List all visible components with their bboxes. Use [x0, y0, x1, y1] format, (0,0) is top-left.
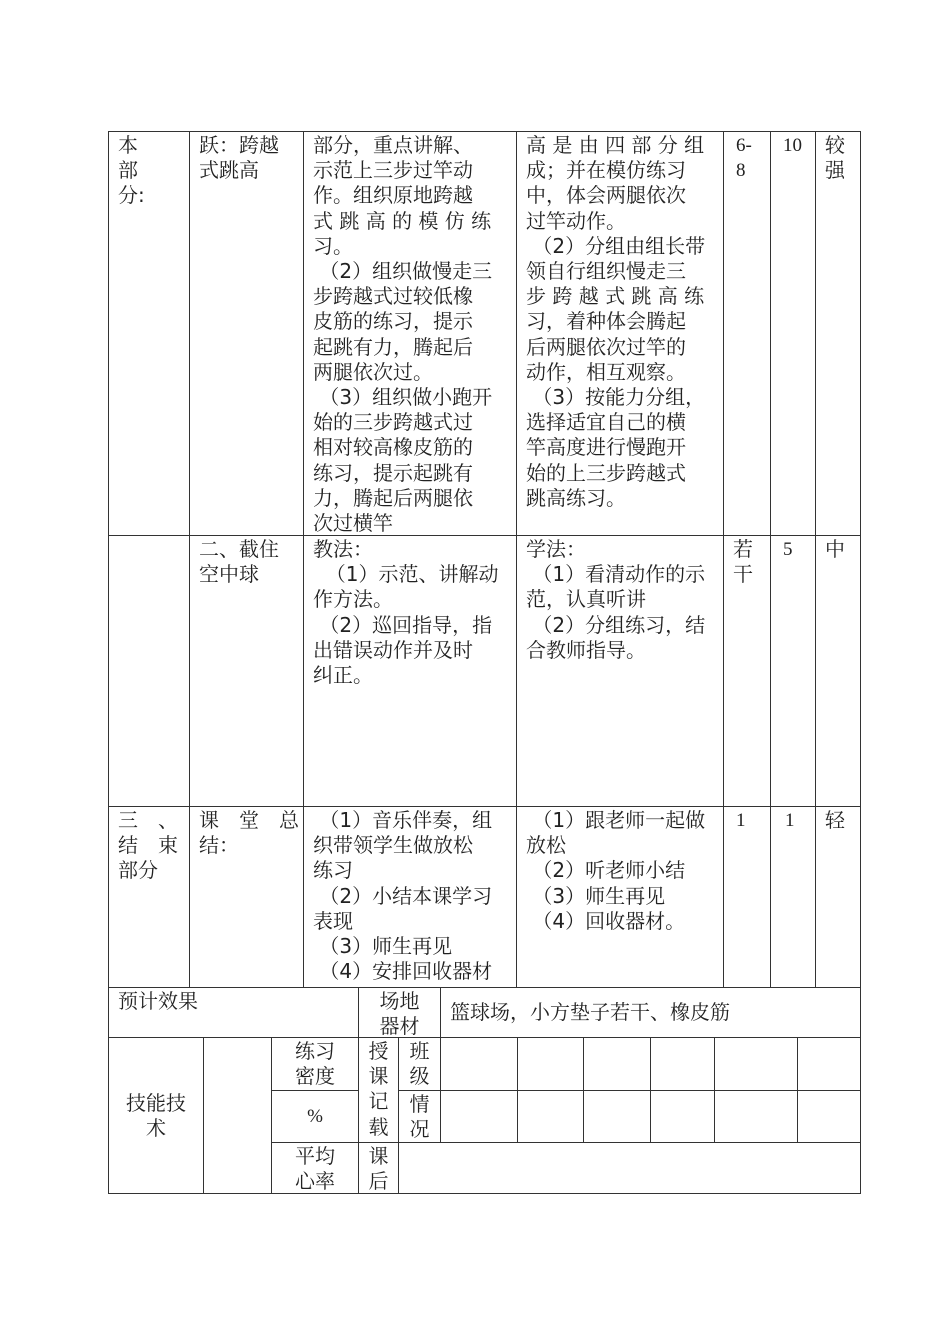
text-line: 次过横竿 — [313, 511, 393, 536]
text-line: 示范上三步过竿动 — [313, 158, 473, 183]
text-line: 课 — [368, 1144, 389, 1168]
record-cell — [583, 1037, 651, 1091]
venue-value-cell — [440, 987, 861, 1038]
after-class-value-cell — [398, 1142, 861, 1194]
text-line: 作。组织原地跨越 — [313, 183, 473, 208]
expected-effect-label: 预计效果 — [118, 989, 198, 1013]
row2-times-cell — [723, 535, 771, 807]
text-line: 教法： — [313, 537, 373, 561]
text-line: 纠正。 — [313, 663, 373, 688]
text-line: 练习 — [295, 1039, 335, 1063]
row3-minutes-cell — [770, 806, 816, 988]
text-line: 高 是 由 四 部 分 组 — [526, 133, 705, 157]
text-line: 级 — [409, 1064, 430, 1089]
text-line: 习，着种体会腾起 — [526, 309, 686, 334]
row1-part-cell — [108, 131, 190, 536]
text-line: （3）师生再见 — [526, 883, 666, 908]
text-line: （1）示范、讲解动 — [313, 562, 499, 587]
row2-intensity-cell — [815, 535, 861, 807]
text-line: 平均 — [295, 1144, 335, 1168]
row3-intensity-cell — [815, 806, 861, 988]
expected-effect-cell — [108, 987, 359, 1038]
row1-teacher-cell — [303, 131, 517, 536]
text-line: 领自行组织慢走三 — [526, 259, 686, 284]
text-line: 选择适宜自己的横 — [526, 410, 686, 435]
skill-blank-cell — [203, 1037, 272, 1194]
row3-intensity: 轻 — [825, 808, 845, 832]
text-line: 密度 — [295, 1064, 335, 1089]
record-cell — [517, 1037, 584, 1091]
text-line: （4）回收器材。 — [526, 908, 686, 933]
row2-teacher-cell — [303, 535, 517, 807]
text-line: 场地 — [379, 989, 420, 1013]
record-label-cell — [358, 1037, 399, 1143]
record-cell — [714, 1090, 798, 1143]
text-line: 班 — [409, 1039, 430, 1063]
row2-part-cell — [108, 535, 190, 807]
text-line: 动作，相互观察。 — [526, 359, 686, 384]
text-line: 步 跨 越 式 跳 高 练 — [526, 284, 705, 309]
row2-content-cell — [189, 535, 304, 807]
row3-content-cell — [189, 806, 304, 988]
record-cell — [650, 1090, 715, 1143]
text-line: 强 — [825, 158, 845, 183]
record-cell — [797, 1037, 861, 1091]
text-line: （4）安排回收器材 — [313, 959, 493, 984]
text-line: 习。 — [313, 233, 353, 258]
text-line: 步跨越式过较低橡 — [313, 284, 473, 309]
row3-teacher-cell — [303, 806, 517, 988]
text-line: 合教师指导。 — [526, 637, 646, 662]
text-line: 记 — [368, 1089, 389, 1114]
text-line: 三 、 — [118, 808, 178, 832]
text-line: （3）按能力分组， — [526, 385, 706, 410]
record-cell — [714, 1037, 798, 1091]
skill-label-cell — [108, 1037, 204, 1194]
row1-intensity-cell — [815, 131, 861, 536]
text-line: （3）师生再见 — [313, 934, 453, 959]
venue-value: 篮球场，小方垫子若干、橡皮筋 — [450, 1000, 730, 1025]
text-line: 技能技 — [126, 1090, 186, 1115]
text-line: 跳高练习。 — [526, 485, 626, 510]
text-line: 授 — [368, 1039, 389, 1063]
text-line: （1）看清动作的示 — [526, 562, 706, 587]
row3-times-cell — [723, 806, 771, 988]
after-class-label-cell — [358, 1142, 399, 1194]
text-line: （1）跟老师一起做 — [526, 808, 706, 832]
text-line: 表现 — [313, 908, 353, 933]
row2-student-cell — [516, 535, 724, 807]
text-line: 皮筋的练习，提示 — [313, 309, 473, 334]
text-line: 练习 — [313, 858, 353, 883]
text-line: 练习，提示起跳有 — [313, 460, 473, 485]
text-line: 后 — [368, 1169, 389, 1194]
record-cell — [650, 1037, 715, 1091]
text-line: 结： — [199, 833, 239, 858]
text-line: 作方法。 — [313, 587, 393, 612]
row1-minutes-cell — [770, 131, 816, 536]
percent-cell — [271, 1090, 359, 1143]
row3-student-cell — [516, 806, 724, 988]
text-line: 部 — [118, 158, 138, 183]
text-line: 两腿依次过。 — [313, 359, 433, 384]
text-line: 学法： — [526, 537, 586, 561]
text-line: 较 — [825, 133, 845, 157]
text-line: 二、截住 — [199, 537, 279, 561]
row3-minutes: 1 — [785, 810, 795, 831]
text-line: （1）音乐伴奏，组 — [313, 808, 493, 832]
text-line: 结 束 — [118, 833, 178, 858]
text-line: 本 — [118, 133, 138, 157]
text-line: 8 — [736, 160, 746, 182]
text-line: 中，体会两腿依次 — [526, 183, 686, 208]
text-line: （2）分组由组长带 — [526, 233, 706, 258]
text-line: （2）听老师小结 — [526, 858, 686, 883]
record-cell — [797, 1090, 861, 1143]
text-line: 部分 — [118, 858, 158, 883]
text-line: 载 — [368, 1114, 389, 1139]
record-cell — [583, 1090, 651, 1143]
text-line: 后两腿依次过竿的 — [526, 334, 686, 359]
text-line: 式跳高 — [199, 158, 259, 183]
text-line: 相对较高橡皮筋的 — [313, 435, 473, 460]
row1-minutes: 10 — [783, 135, 802, 156]
text-line: 范，认真听讲 — [526, 587, 646, 612]
row1-content-cell — [189, 131, 304, 536]
text-line: 干 — [733, 562, 753, 587]
text-line: 课 — [368, 1064, 389, 1089]
row2-minutes-cell — [770, 535, 816, 807]
text-line: 器材 — [379, 1014, 420, 1039]
row2-intensity: 中 — [825, 537, 845, 561]
text-line: 情 — [409, 1092, 430, 1116]
text-line: 6- — [736, 135, 752, 156]
text-line: 空中球 — [199, 562, 259, 587]
row3-times: 1 — [736, 810, 746, 831]
text-line: 成；并在模仿练习 — [526, 158, 686, 183]
text-line: 过竿动作。 — [526, 208, 626, 233]
percent-label: % — [307, 1106, 323, 1128]
text-line: 式 跳 高 的 模 仿 练 — [313, 208, 492, 233]
text-line: （3）组织做小跑开 — [313, 385, 493, 410]
text-line: 心率 — [295, 1169, 335, 1194]
text-line: 始的三步跨越式过 — [313, 410, 473, 435]
row1-times-cell — [723, 131, 771, 536]
text-line: 织带领学生做放松 — [313, 833, 473, 858]
text-line: 课 堂 总 — [199, 808, 299, 832]
text-line: （2）分组练习，结 — [526, 612, 706, 637]
text-line: 竿高度进行慢跑开 — [526, 435, 686, 460]
record-cell — [440, 1090, 518, 1143]
row2-minutes: 5 — [783, 539, 793, 560]
density-label-cell — [271, 1037, 359, 1091]
text-line: 起跳有力，腾起后 — [313, 334, 473, 359]
class-label-cell — [398, 1037, 441, 1091]
text-line: 部分，重点讲解、 — [313, 133, 473, 157]
record-cell — [440, 1037, 518, 1091]
text-line: 力，腾起后两腿依 — [313, 485, 473, 510]
text-line: 况 — [409, 1117, 430, 1142]
heart-rate-label-cell — [271, 1142, 359, 1194]
text-line: 出错误动作并及时 — [313, 637, 473, 662]
text-line: 术 — [146, 1116, 166, 1140]
text-line: （2）巡回指导，指 — [313, 612, 493, 637]
row1-student-cell — [516, 131, 724, 536]
text-line: （2）小结本课学习 — [313, 883, 493, 908]
text-line: 始的上三步跨越式 — [526, 460, 686, 485]
text-line: 分: — [118, 183, 145, 208]
text-line: （2）组织做慢走三 — [313, 259, 493, 284]
record-cell — [517, 1090, 584, 1143]
text-line: 放松 — [526, 833, 566, 858]
row3-part-cell — [108, 806, 190, 988]
situation-label-cell — [398, 1090, 441, 1143]
text-line: 若 — [733, 537, 753, 561]
venue-label-cell — [358, 987, 441, 1038]
text-line: 跃：跨越 — [199, 133, 279, 157]
